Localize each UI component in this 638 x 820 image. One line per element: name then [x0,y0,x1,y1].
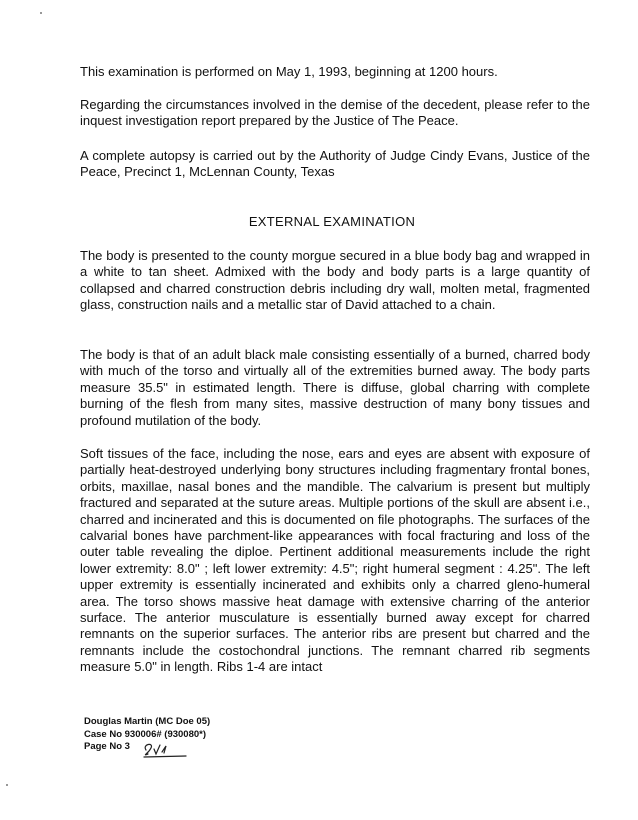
scan-speck [6,784,8,786]
authority-paragraph: A complete autopsy is carried out by the Authority of Judge Cindy Evans, Justice of the Peace, Precinct 1, McLennan County, Texas [80,148,590,180]
circumstances-paragraph: Regarding the circumstances involved in the demise of the decedent, please refer to the inquest investigation report prepared by the Justice of The Peace. [80,97,590,129]
section-heading: EXTERNAL EXAMINATION [248,214,416,229]
footer-case-number: Case No 930006# (930080*) [84,728,207,740]
soft-tissues-paragraph: Soft tissues of the face, including the nose, ears and eyes are absent with exposure of partially heat-destroyed underlying bony structures including fragmentary frontal bones, orbits, maxillae, nasal bones and the mandible. The calvarium is present but multiply fractured and separated at the suture areas. Multiple portions of the skull are absent i.e., charred and incinerated and this is documented on file photographs. The surfaces of the calvarial bones have parchment-like appearances with focal fracturing and loss of the outer table revealing the diploe. Pertinent additional measurements include the right lower extremity: 8.0" ; left lower extremity: 4.5"; right humeral segment : 4.25". The left upper extremity is essentially incinerated and exhibits only a charred gleno-humeral area. The torso shows massive heat damage with extensive charring of the anterior surface. The anterior musculature is essentially burned away except for charred remnants on the superior surfaces. The anterior ribs are present but charred and the remnants include the costochondral junctions. The remnant charred rib segments measure 5.0" in length. Ribs 1-4 are intact [80,446,590,675]
scan-speck [40,12,42,14]
exam-date-paragraph: This examination is performed on May 1, 1993, beginning at 1200 hours. [80,64,498,79]
body-description-paragraph: The body is that of an adult black male consisting essentially of a burned, charred body with much of the torso and virtually all of the extremities burned away. The body parts measure 35.5" in estimated length. There is diffuse, global charring with complete burning of the flesh from many sites, massive destruction of many bony tissues and profound mutilation of the body. [80,347,590,428]
body-presentation-paragraph: The body is presented to the county morgue secured in a blue body bag and wrapped in a white to tan sheet. Admixed with the body and body parts is a large quantity of collapsed and charred construction debris including dry wall, molten metal, fragmented glass, construction nails and a metallic star of David attached to a chain. [80,248,590,313]
initials-signature [140,740,190,762]
footer-page-number: Page No 3 [84,741,130,752]
footer-decedent-name: Douglas Martin (MC Doe 05) [84,716,211,727]
